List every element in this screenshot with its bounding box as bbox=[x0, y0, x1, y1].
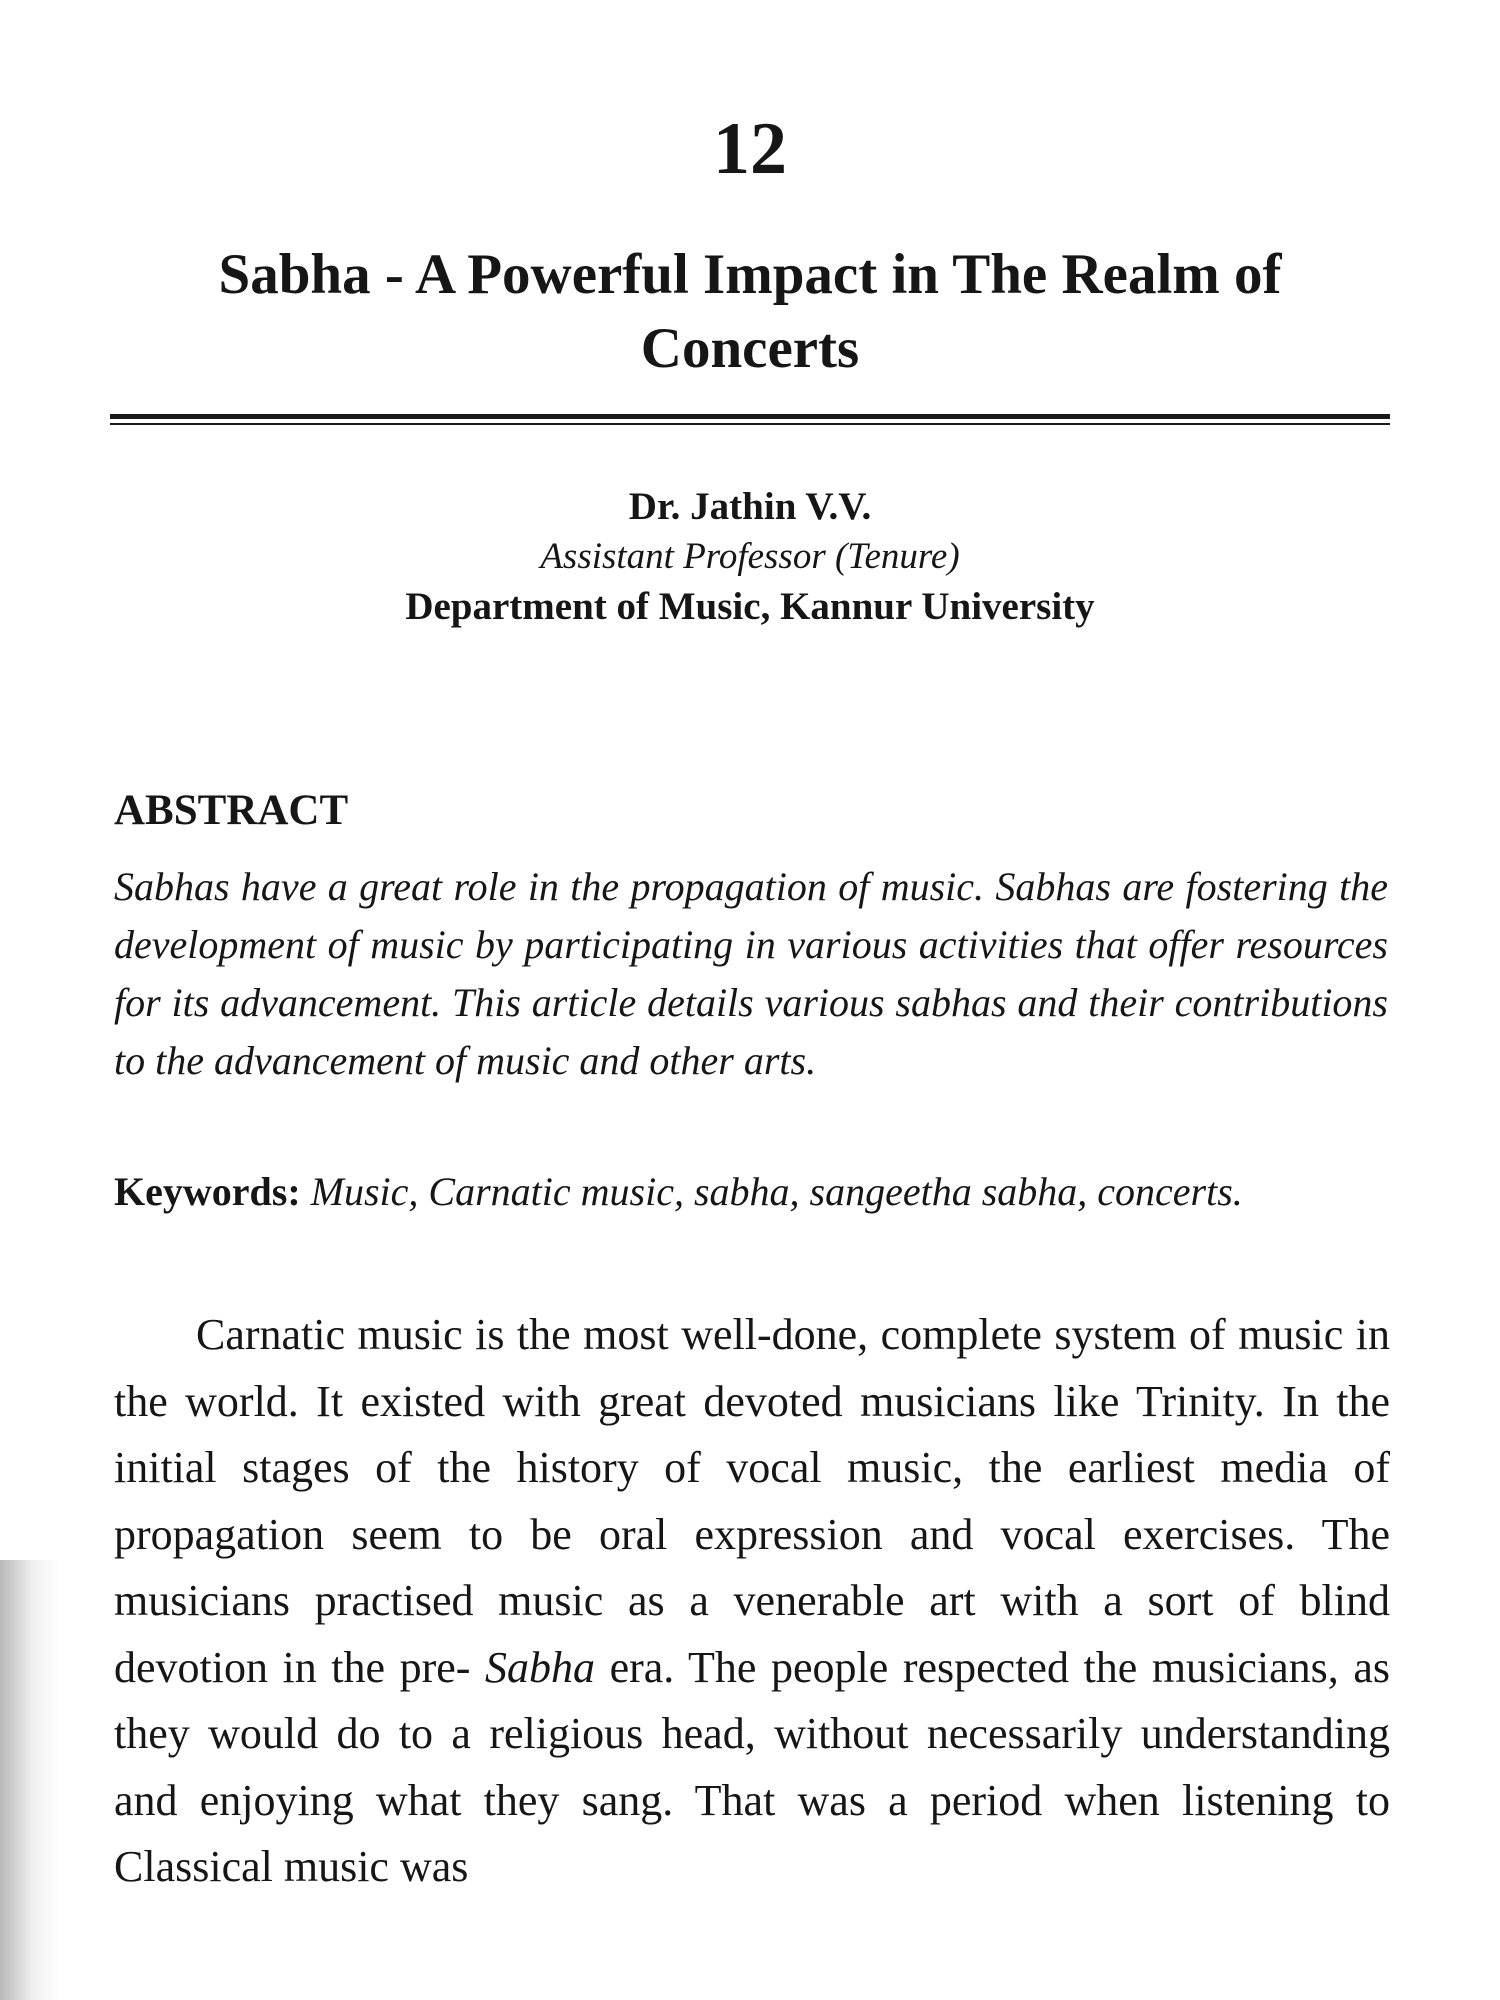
chapter-title: Sabha - A Powerful Impact in The Realm of Concerts bbox=[218, 243, 1282, 380]
keywords-value: Music, Carnatic music, sabha, sangeetha sabha, concerts. bbox=[310, 1169, 1243, 1214]
abstract-text: Sabhas have a great role in the propagation of music. Sabhas are fostering the development of music by participating in various activities that offer resources for its advancement. This article details various sabhas and their contributions to the advancement of music and other arts. bbox=[114, 864, 1388, 1083]
body-text-emphasis: Sabha bbox=[485, 1642, 596, 1692]
title-divider-thick bbox=[110, 414, 1390, 419]
keywords-line bbox=[114, 1163, 1388, 1221]
abstract-heading: ABSTRACT bbox=[114, 787, 349, 834]
chapter-number: 12 bbox=[713, 108, 787, 190]
author-department: Department of Music, Kannur University bbox=[405, 585, 1095, 628]
scan-edge-shadow bbox=[0, 1560, 60, 2000]
author-name: Dr. Jathin V.V. bbox=[628, 485, 872, 528]
title-divider-thin bbox=[110, 423, 1390, 425]
body-paragraph bbox=[114, 1302, 1390, 1901]
keywords-label: Keywords: bbox=[114, 1169, 301, 1214]
author-position: Assistant Professor (Tenure) bbox=[540, 536, 960, 577]
body-text-part1: Carnatic music is the most well-done, complete system of music in the world. It existed with great devoted musicians like Trinity. In the initial stages of the history of vocal music, the earliest media of propagation seem to be oral expression and vocal exercises. The musicians practised music as a venerable art with a sort of blind devotion in the pre- bbox=[114, 1310, 1390, 1692]
author-block bbox=[110, 482, 1390, 632]
body-text-part2: era. The people respected the musicians, as they would do to a religious head, without necessarily understanding and enjoying what they sang. That was a period when listening to Classical music was bbox=[114, 1642, 1391, 1891]
